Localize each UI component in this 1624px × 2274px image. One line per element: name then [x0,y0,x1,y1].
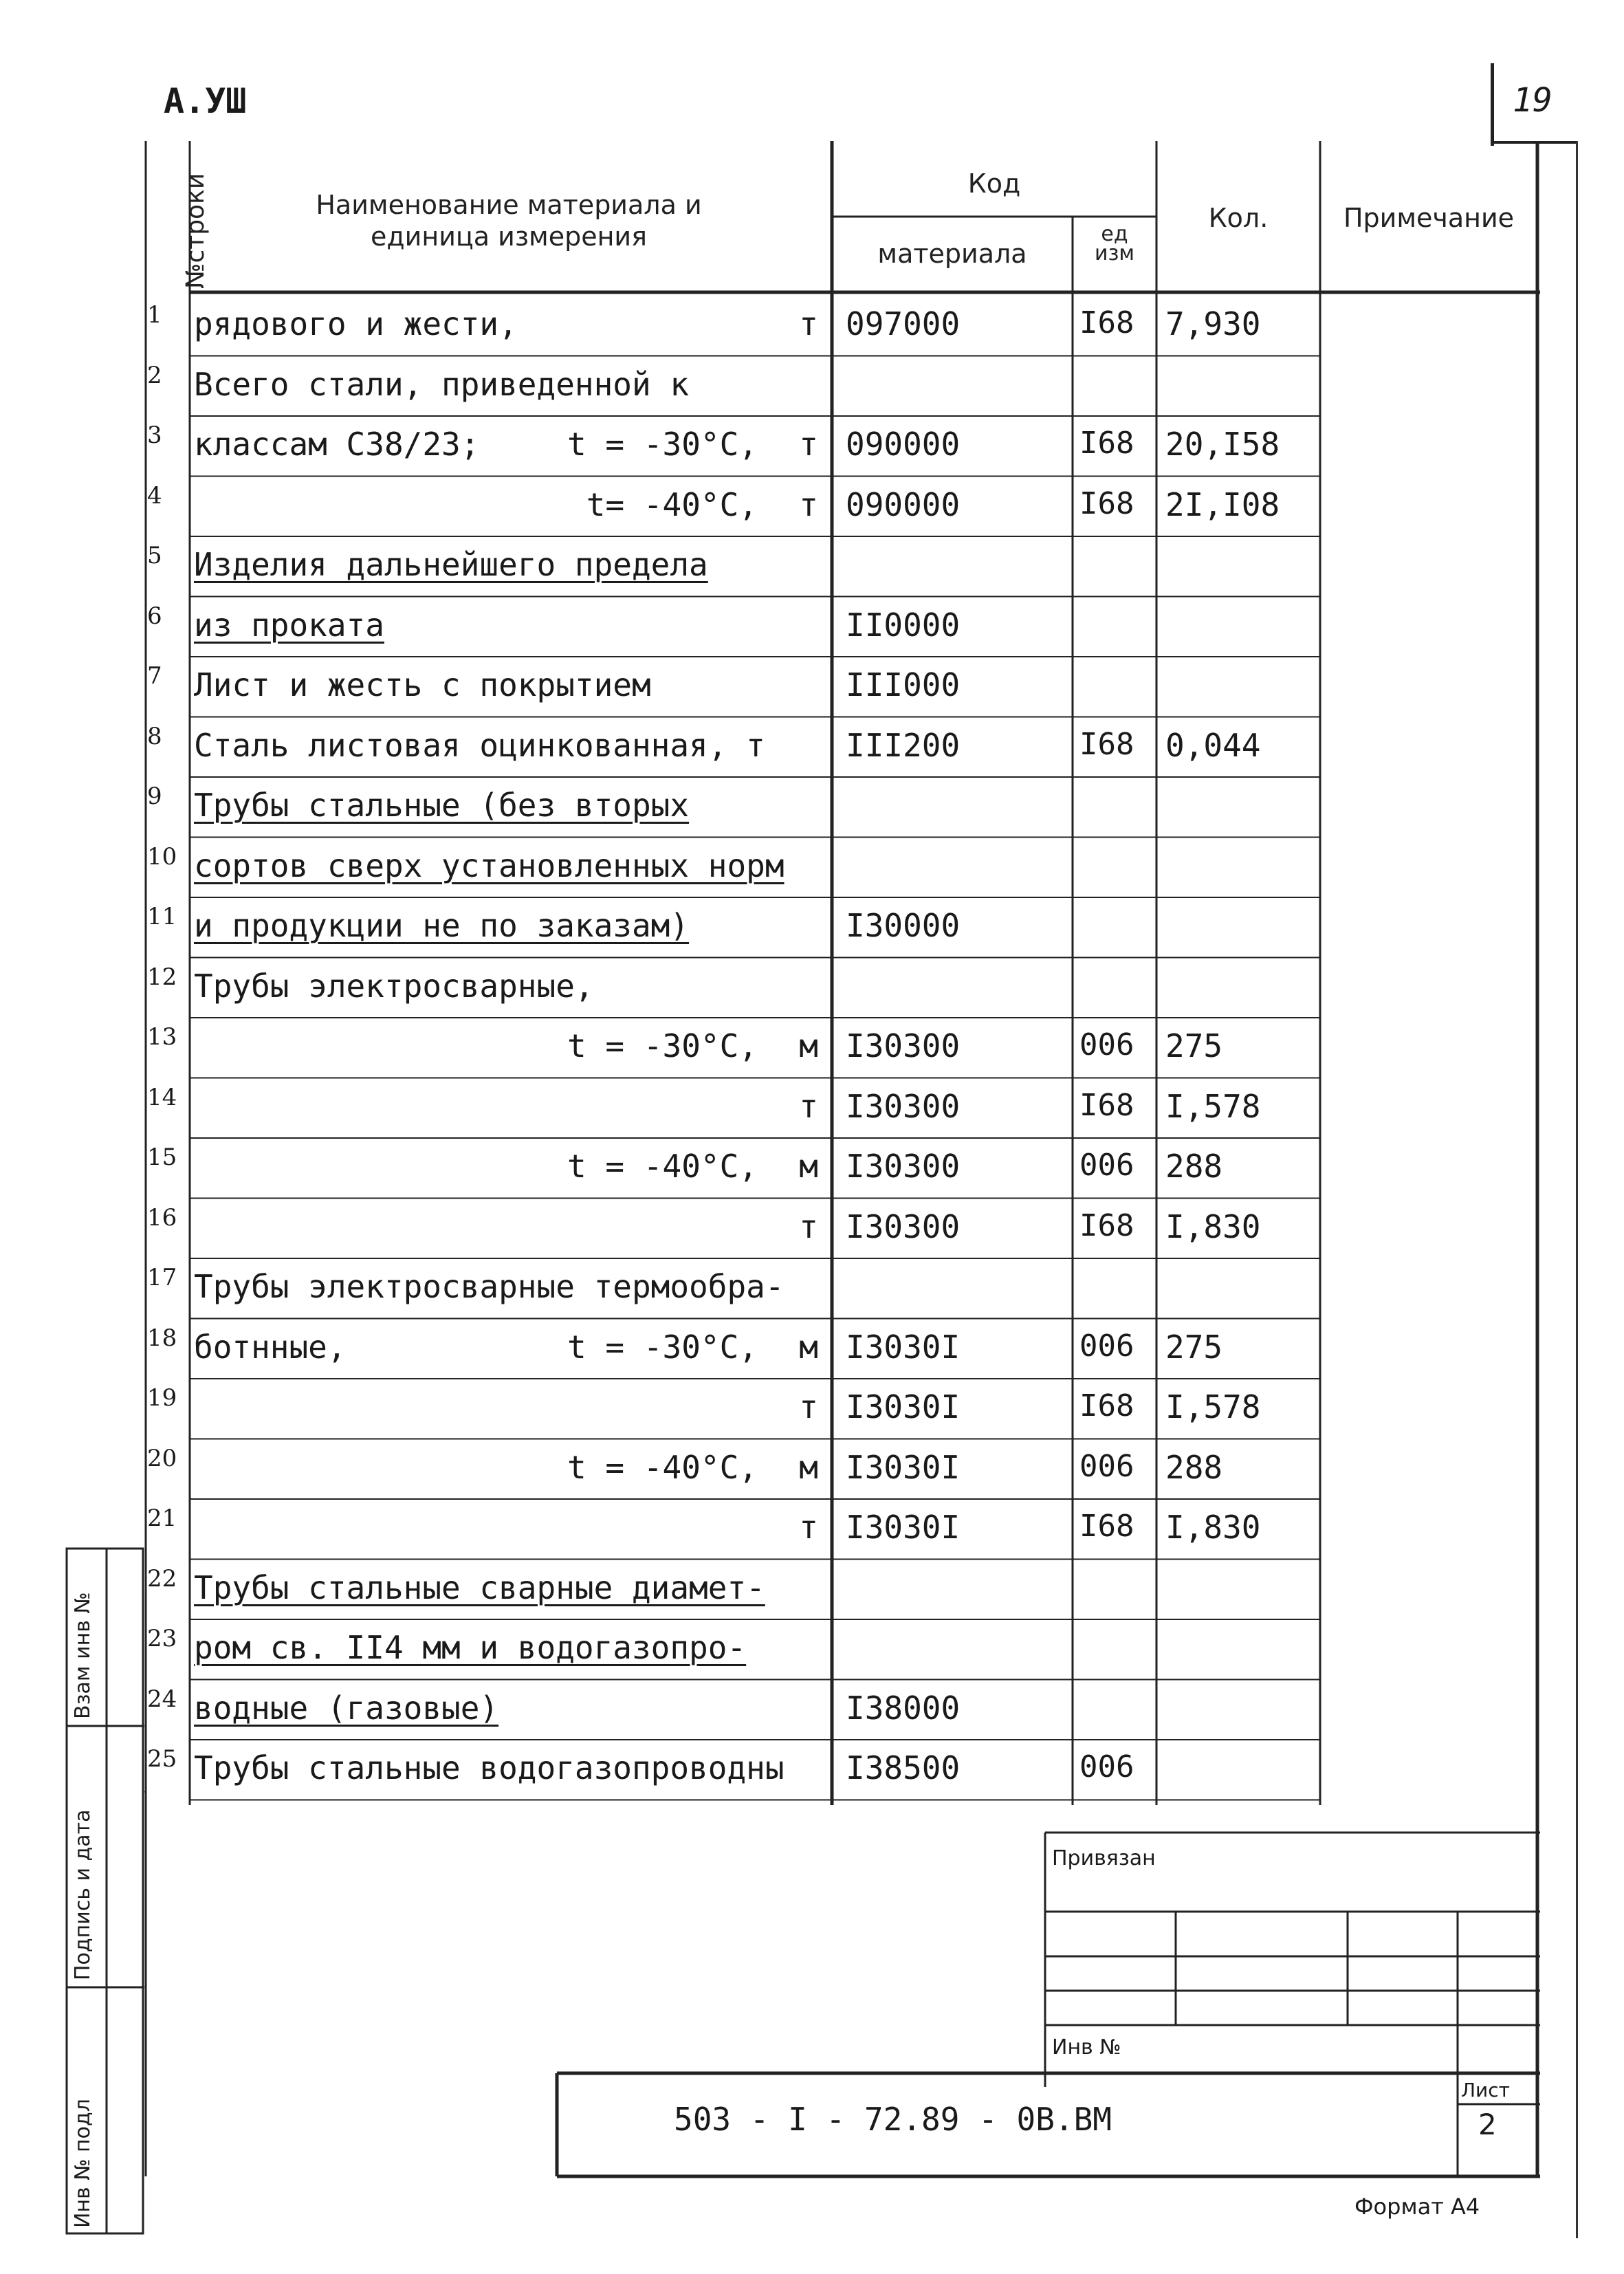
side-label-signature: Подпись и дата [71,1809,95,1980]
table-row [144,1680,1540,1740]
row-unit-letter: м [799,1148,818,1185]
row-name: Лист и жесть с покрытием [194,666,651,703]
table-row [144,1199,1540,1259]
row-unit-letter: т [799,305,818,342]
row-quantity: 275 [1165,1027,1223,1064]
table-row [144,1439,1540,1500]
table-row [144,1018,1540,1078]
row-unit-code: 006 [1079,1027,1134,1062]
table-row [144,1619,1540,1680]
header-material-code: материала [877,239,1027,269]
row-temperature: t = -30°C, [567,1328,758,1366]
row-name: из проката [194,606,384,644]
frame-line-right [1576,141,1578,2238]
row-unit-code: 006 [1079,1749,1134,1784]
row-quantity: 0,044 [1165,726,1261,764]
row-quantity: 288 [1165,1148,1223,1185]
table-row [144,1319,1540,1379]
table-row [144,477,1540,537]
bound-label: Привязан [1052,1846,1156,1870]
row-number: 9 [147,783,162,810]
format-label: Формат А4 [1354,2194,1480,2220]
row-number: 1 [147,301,162,329]
row-number: 25 [147,1745,177,1773]
table-row [144,717,1540,778]
row-unit-code: 006 [1079,1148,1134,1183]
table-row [144,1138,1540,1199]
row-name: ром св. II4 мм и водогазопро- [194,1629,747,1666]
row-unit-letter: т [799,485,818,523]
row-unit-code: I68 [1079,1388,1134,1423]
table-row [144,838,1540,898]
row-quantity: 20,I58 [1165,426,1280,463]
row-material-code: I30000 [846,907,961,944]
stamp-grid [144,1791,1540,2204]
row-unit-code: I68 [1079,1509,1134,1544]
row-number: 12 [147,963,177,991]
row-unit-code: I68 [1079,305,1134,340]
table-row [144,356,1540,417]
row-material-code: I38000 [846,1689,961,1727]
row-number: 21 [147,1505,177,1532]
row-temperature: t = -30°C, [567,426,758,463]
row-number: 14 [147,1083,177,1111]
row-quantity: I,578 [1165,1087,1261,1125]
row-number: 6 [147,602,162,630]
row-unit-code: I68 [1079,726,1134,762]
row-number: 19 [147,1384,177,1412]
row-unit-code: I68 [1079,426,1134,461]
row-number: 8 [147,722,162,750]
row-unit-code: 006 [1079,1328,1134,1364]
row-name: сортов сверх установленных норм [194,846,784,884]
row-material-code: 097000 [846,305,961,342]
header-unit: ед изм [1094,222,1135,265]
row-unit-letter: м [799,1448,818,1486]
side-strip [65,1547,144,2235]
inventory-label: Инв № [1052,2035,1121,2059]
row-name: Трубы стальные водогазопроводны [194,1749,784,1786]
row-quantity: I,830 [1165,1207,1261,1245]
row-material-code: I3030I [846,1328,961,1366]
row-name: Сталь листовая оцинкованная, т [194,726,765,764]
row-material-code: III200 [846,726,961,764]
corner-code: А.УШ [164,81,247,121]
side-label-original: Инв № подл [71,2099,95,2228]
sheet-label: Лист [1461,2079,1510,2101]
table-row [144,1258,1540,1319]
header-quantity: Кол. [1208,203,1269,233]
row-material-code: III000 [846,666,961,703]
row-unit-code: I68 [1079,1087,1134,1123]
row-material-code: I3030I [846,1509,961,1546]
row-name: рядового и жести, [194,305,518,342]
row-name: Трубы стальные сварные диамет- [194,1568,765,1606]
row-unit-code: 006 [1079,1448,1134,1484]
table-row [144,958,1540,1018]
row-material-code: 090000 [846,426,961,463]
row-quantity: 288 [1165,1448,1223,1486]
row-unit-letter: м [799,1027,818,1064]
row-material-code: II0000 [846,606,961,644]
sheet-number: 2 [1478,2108,1497,2141]
table-row [144,1499,1540,1560]
table-row [144,1560,1540,1620]
row-material-code: I3030I [846,1388,961,1425]
table-row [144,536,1540,597]
row-temperature: t = -40°C, [567,1448,758,1486]
row-unit-letter: т [799,1207,818,1245]
row-unit-letter: т [799,1509,818,1546]
row-material-code: I3030I [846,1448,961,1486]
table-row [144,296,1540,356]
row-name: Изделия дальнейшего предела [194,546,708,583]
table-row [144,657,1540,717]
table-row [144,897,1540,958]
row-number: 4 [147,481,162,510]
table-row [144,1379,1540,1439]
row-quantity: 7,930 [1165,305,1261,342]
row-name: и продукции не по заказам) [194,907,690,944]
row-number: 5 [147,542,162,569]
row-unit-letter: т [799,1388,818,1425]
row-number: 18 [147,1324,177,1352]
table-row [144,416,1540,477]
row-number: 11 [147,903,177,930]
row-quantity: I,830 [1165,1509,1261,1546]
frame-line-top [1491,63,1494,146]
row-name: ботнные, [194,1328,347,1366]
row-temperature: t = -30°C, [567,1027,758,1064]
table-row [144,597,1540,657]
row-material-code: I30300 [846,1027,961,1064]
side-label-replaced: Взам инв № [71,1592,95,1719]
header-code: Код [967,168,1021,199]
row-material-code: I30300 [846,1148,961,1185]
row-material-code: I30300 [846,1207,961,1245]
row-number: 24 [147,1685,177,1713]
row-number: 13 [147,1023,177,1051]
row-temperature: t= -40°C, [586,485,758,523]
row-quantity: I,578 [1165,1388,1261,1425]
row-name: Трубы электросварные, [194,967,594,1005]
row-number: 20 [147,1444,177,1472]
row-number: 7 [147,662,162,690]
row-name: Трубы стальные (без вторых [194,787,690,824]
row-temperature: t = -40°C, [567,1148,758,1185]
row-number: 3 [147,422,162,449]
row-number: 17 [147,1264,177,1291]
row-number: 23 [147,1625,177,1652]
row-name: Трубы электросварные термообра- [194,1268,784,1305]
row-unit-code: I68 [1079,485,1134,521]
row-quantity: 2I,I08 [1165,485,1280,523]
row-number: 15 [147,1144,177,1171]
row-material-code: I30300 [846,1087,961,1125]
row-number: 22 [147,1564,177,1593]
row-material-code: I38500 [846,1749,961,1786]
row-name: Всего стали, приведенной к [194,365,690,403]
row-unit-letter: м [799,1328,818,1366]
row-unit-letter: т [799,426,818,463]
document-code: 503 - I - 72.89 - 0В.ВМ [674,2101,1112,2138]
page-number: 19 [1513,81,1552,120]
row-number: 16 [147,1203,177,1232]
header-row-number: №строки [182,173,210,289]
header-note: Примечание [1343,203,1515,233]
table-row [144,1078,1540,1139]
row-number: 10 [147,842,177,871]
row-unit-code: I68 [1079,1207,1134,1243]
materials-table [144,141,1540,1791]
row-unit-letter: т [799,1087,818,1125]
table-row [144,777,1540,838]
row-material-code: 090000 [846,485,961,523]
row-number: 2 [147,361,162,389]
row-quantity: 275 [1165,1328,1223,1366]
row-name: классам С38/23; [194,426,480,463]
header-name: Наименование материала и единица измерения [316,190,702,252]
row-name: водные (газовые) [194,1689,499,1727]
